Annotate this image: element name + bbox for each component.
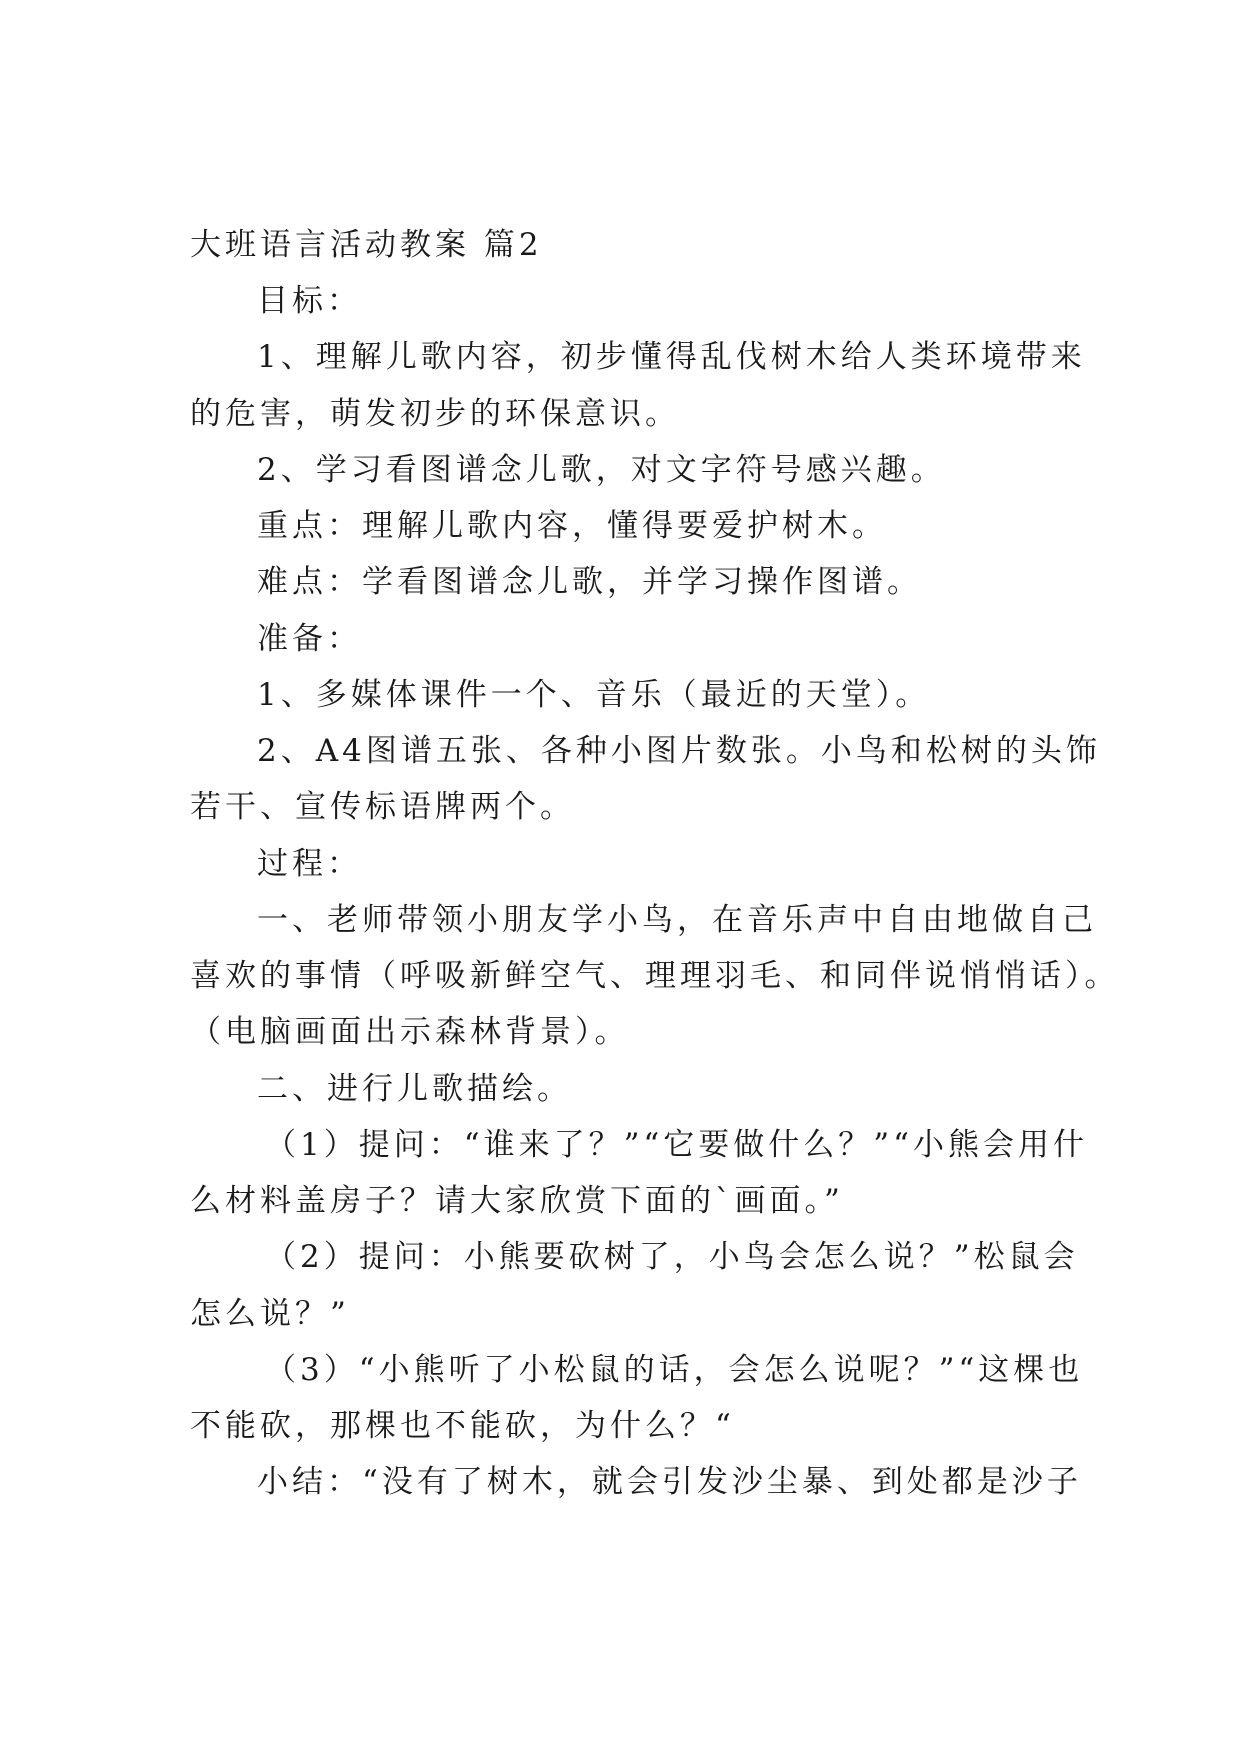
- paragraph-line: 小结：“没有了树木，就会引发沙尘暴、到处都是沙子: [257, 1464, 1082, 1500]
- paragraph-line: 的危害，萌发初步的环保意识。: [190, 396, 680, 432]
- paragraph-line: （1）提问：“谁来了？”“它要做什么？”“小熊会用什: [265, 1127, 1088, 1163]
- paragraph-line: 重点：理解儿歌内容，懂得要爱护树木。: [257, 508, 887, 544]
- paragraph-line: 难点：学看图谱念儿歌，并学习操作图谱。: [257, 564, 922, 600]
- paragraph-line: 2、学习看图谱念儿歌，对文字符号感兴趣。: [257, 452, 946, 488]
- paragraph-line: 喜欢的事情（呼吸新鲜空气、理理羽毛、和同伴说悄悄话）。: [190, 958, 1120, 994]
- paragraph-line: 不能砍，那棵也不能砍，为什么？“: [190, 1408, 735, 1444]
- paragraph-line: 一、老师带领小朋友学小鸟，在音乐声中自由地做自己: [257, 902, 1097, 938]
- paragraph-line: 1、多媒体课件一个、音乐（最近的天堂）。: [257, 677, 931, 713]
- document-title: 大班语言活动教案 篇2: [190, 227, 543, 263]
- paragraph-line: 若干、宣传标语牌两个。: [190, 789, 575, 825]
- paragraph-line: （2）提问：小熊要砍树了，小鸟会怎么说？”松鼠会: [265, 1239, 1079, 1275]
- section-heading-preparation: 准备：: [257, 621, 362, 657]
- section-heading-process: 过程：: [257, 846, 362, 882]
- section-heading-goals: 目标：: [257, 283, 362, 319]
- paragraph-line: （3）“小熊听了小松鼠的话，会怎么说呢？”“这棵也: [265, 1352, 1084, 1388]
- paragraph-line: 怎么说？”: [190, 1296, 350, 1332]
- paragraph-line: （电脑画面出示森林背景）。: [190, 1014, 630, 1050]
- paragraph-line: 二、进行儿歌描绘。: [257, 1071, 572, 1107]
- paragraph-line: 1、理解儿歌内容，初步懂得乱伐树木给人类环境带来: [257, 339, 1086, 375]
- paragraph-line: 么材料盖房子？请大家欣赏下面的`画面。”: [190, 1183, 844, 1219]
- paragraph-line: 2、A4图谱五张、各种小图片数张。小鸟和松树的头饰: [257, 733, 1101, 769]
